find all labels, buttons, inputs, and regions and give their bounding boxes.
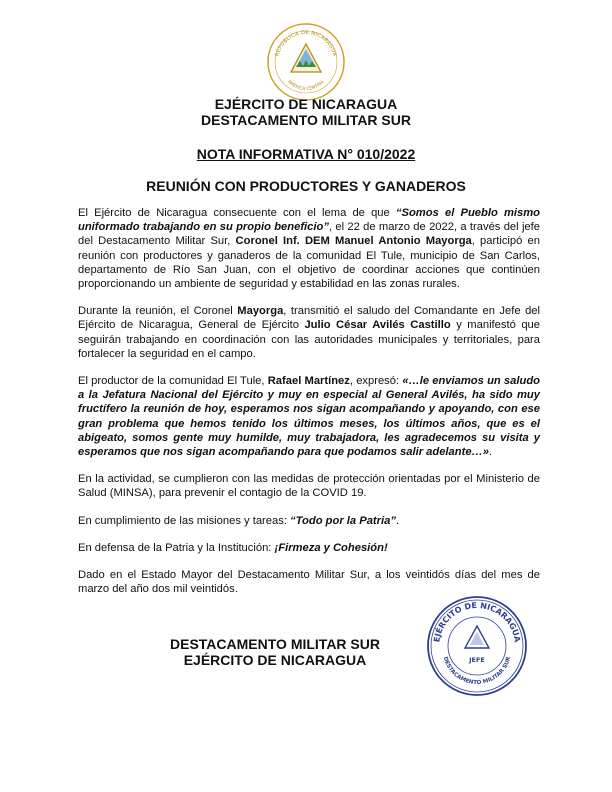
- p3-quote: «…le enviamos un saludo a la Jefatura Nacional del Ejército y muy en especial al General Avilés, ha sido muy fructífero la reunión de hoy, esperamos nos sigan acompañando y apoyando, con ese gran problema que hemos tenido los últimos meses, los últimos años, que es el abigeato, somos gente muy humilde, muy trabajadora, les agradecemos su visita y esperamos que nos sigan acompañando para que podamos salir adelante…»: [78, 375, 540, 459]
- p1-colonel-name: Coronel Inf. DEM Manuel Antonio Mayorga: [235, 235, 472, 248]
- subject-heading: REUNIÓN CON PRODUCTORES Y GANADEROS: [146, 178, 466, 194]
- p3-producer-name: Rafael Martínez: [267, 375, 350, 388]
- note-title: NOTA INFORMATIVA N° 010/2022: [196, 146, 416, 162]
- p2-text-e: y manifestó que seguirán trabajando en coordinación con las autoridades municipales y territoriales, para fortalecer la seguridad en el campo.: [78, 319, 540, 360]
- p5-motto: “Todo por la Patria”: [290, 514, 396, 527]
- seal-top-text: REPÚBLICA DE NICARAGUA: [274, 29, 338, 58]
- document-body: [78, 206, 540, 609]
- p1-motto: “Somos el Pueblo mismo uniformado trabajando en su propio beneficio”: [78, 207, 540, 234]
- signature-line-2: EJÉRCITO DE NICARAGUA: [183, 652, 367, 668]
- p1-text-a: El Ejército de Nicaragua consecuente con el lema de que: [78, 207, 396, 219]
- p1-text-e: , participó en reunión con productores y ganaderos de la comunidad El Tule, municipio de San Carlos, departamento de Río San Juan, con el objetivo de coordinar acciones que continúen proporcionando un ambiente de seguridad y estabilidad en las zonas rurales.: [78, 235, 540, 291]
- paragraph-7: Dado en el Estado Mayor del Destacamento Militar Sur, a los veintidós días del mes de marzo del año dos mil veintidós.: [78, 569, 540, 596]
- nicaragua-coat-of-arms-seal: [266, 22, 346, 102]
- p3-text-e: .: [488, 446, 493, 459]
- p6-motto: ¡Firmeza y Cohesión!: [274, 541, 388, 554]
- official-stamp: [425, 594, 529, 698]
- paragraph-3: [78, 374, 540, 459]
- p1-text-c: , el 22 de marzo de 2022, a través del jefe del Destacamento Militar Sur,: [78, 221, 540, 248]
- paragraph-6: [78, 541, 540, 555]
- header-line-2: DESTACAMENTO MILITAR SUR: [201, 112, 411, 128]
- p2-text-c: , transmitió el saludo del Comandante en Jefe del Ejército de Nicaragua, General de Ejército: [78, 305, 540, 332]
- stamp-top-text: EJÉRCITO DE NICARAGUA: [432, 600, 522, 643]
- p2-mayorga: Mayorga: [237, 305, 284, 318]
- stamp-center-text: JEFE: [469, 656, 485, 664]
- signature-line-1: DESTACAMENTO MILITAR SUR: [170, 636, 380, 652]
- p2-text-a: Durante la reunión, el Coronel: [78, 305, 238, 318]
- p3-text-a: El productor de la comunidad El Tule,: [78, 375, 268, 388]
- p6-text-a: En defensa de la Patria y la Institución:: [78, 541, 275, 554]
- p2-general-name: Julio César Avilés Castillo: [304, 319, 451, 332]
- paragraph-1: [78, 206, 540, 291]
- paragraph-2: [78, 304, 540, 361]
- paragraph-5: [78, 514, 540, 528]
- p5-text-c: .: [395, 514, 400, 527]
- p3-text-c: , expresó:: [349, 375, 403, 388]
- seal-bottom-text: AMÉRICA CENTRAL: [286, 79, 326, 93]
- header-line-1: EJÉRCITO DE NICARAGUA: [214, 96, 398, 112]
- paragraph-4: En la actividad, se cumplieron con las medidas de protección orientadas por el Ministerio de Salud (MINSA), para prevenir el contagio de la COVID 19.: [78, 473, 540, 500]
- stamp-bottom-text: DESTACAMENTO MILITAR SUR: [441, 656, 513, 687]
- p5-text-a: En cumplimiento de las misiones y tareas:: [78, 514, 291, 527]
